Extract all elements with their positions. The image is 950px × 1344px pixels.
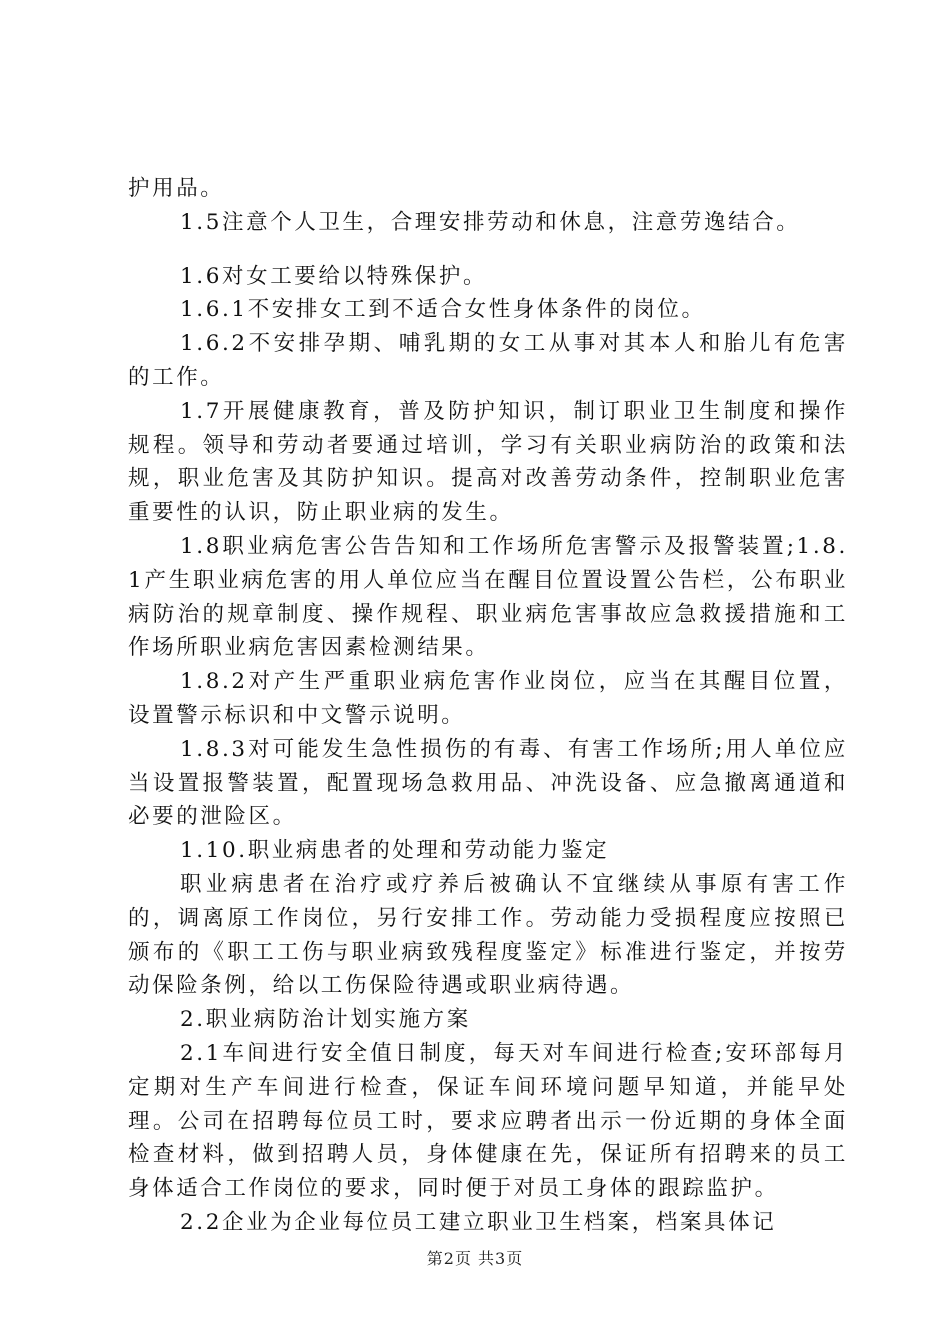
paragraph-1-5: 1.5注意个人卫生，合理安排劳动和休息，注意劳逸结合。 xyxy=(180,209,801,235)
paragraph-2-2: 2.2企业为企业每位员工建立职业卫生档案，档案具体记 xyxy=(180,1209,777,1235)
page-number-footer: 第2页 共3页 xyxy=(426,1249,524,1268)
heading-2: 2.职业病防治计划实施方案 xyxy=(180,1007,471,1033)
paragraph-2-1: 2.1车间进行安全值日制度，每天对车间进行检查;安环部每月定期对生产车间进行检查，保证车间环境问题早知道，并能早处理。公司在招聘每位员工时，要求应聘者出示一份近期的身体全面检查材料，做到招聘人员，身体健康在先，保证所有招聘来的员工身体适合工作岗位的要求，同时便于对员工身体的跟踪监护。 xyxy=(128,1040,848,1202)
paragraph-1-8: 1.8职业病危害公告告知和工作场所危害警示及报警装置;1.8.1产生职业病危害的用人单位应当在醒目位置设置公告栏，公布职业病防治的规章制度、操作规程、职业病危害事故应急救援措施和工作场所职业病危害因素检测结果。 xyxy=(128,533,848,661)
heading-1-10: 1.10.职业病患者的处理和劳动能力鉴定 xyxy=(180,838,610,864)
paragraph-continuation: 护用品。 xyxy=(128,176,225,201)
paragraph-1-6: 1.6对女工要给以特殊保护。 xyxy=(180,263,488,289)
paragraph-1-6-1: 1.6.1不安排女工到不适合女性身体条件的岗位。 xyxy=(180,297,706,323)
paragraph-1-8-3: 1.8.3对可能发生急性损伤的有毒、有害工作场所;用人单位应当设置报警装置，配置现场急救用品、冲洗设备、应急撤离通道和必要的泄险区。 xyxy=(128,736,848,830)
document-body xyxy=(128,172,848,1240)
paragraph-1-7: 1.7开展健康教育，普及防护知识，制订职业卫生制度和操作规程。领导和劳动者要通过培训，学习有关职业病防治的政策和法规，职业危害及其防护知识。提高对改善劳动条件，控制职业危害重要性的认识，防止职业病的发生。 xyxy=(128,398,848,526)
paragraph-1-6-2: 1.6.2不安排孕期、哺乳期的女工从事对其本人和胎儿有危害的工作。 xyxy=(128,331,848,390)
paragraph-1-10-body: 职业病患者在治疗或疗养后被确认不宜继续从事原有害工作的，调离原工作岗位，另行安排工作。劳动能力受损程度应按照已颁布的《职工工伤与职业病致残程度鉴定》标准进行鉴定，并按劳动保险条例，给以工伤保险待遇或职业病待遇。 xyxy=(128,871,848,999)
paragraph-1-8-2: 1.8.2对产生严重职业病危害作业岗位，应当在其醒目位置，设置警示标识和中文警示说明。 xyxy=(128,669,848,728)
